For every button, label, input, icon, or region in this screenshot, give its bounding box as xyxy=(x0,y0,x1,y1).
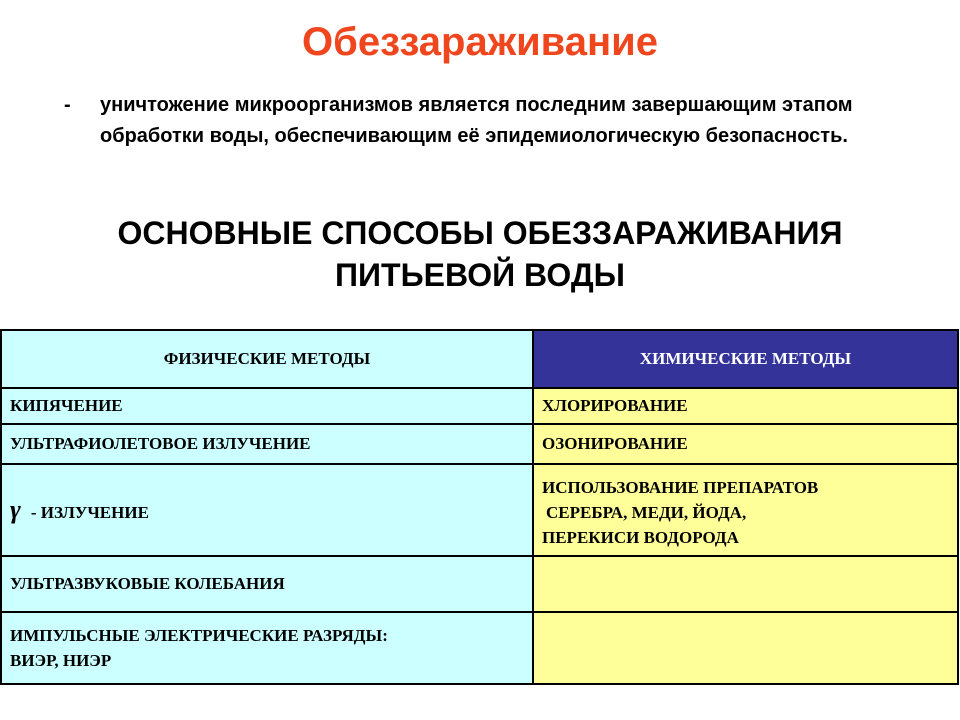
slide-title: Обеззараживание xyxy=(302,20,658,64)
chemical-cell xyxy=(533,612,958,684)
intro-paragraph xyxy=(64,90,904,152)
table-header-row xyxy=(1,330,958,388)
methods-table xyxy=(0,329,959,685)
table-row xyxy=(1,424,958,464)
section-heading-line-2: ПИТЬЕВОЙ ВОДЫ xyxy=(335,257,625,293)
physical-cell: КИПЯЧЕНИЕ xyxy=(1,388,533,424)
section-heading-line-1: ОСНОВНЫЕ СПОСОБЫ ОБЕЗЗАРАЖИВАНИЯ xyxy=(117,215,843,251)
table-row xyxy=(1,464,958,556)
gamma-symbol: γ xyxy=(10,495,21,524)
physical-cell xyxy=(1,612,533,684)
chemical-cell xyxy=(533,464,958,556)
intro-text: уничтожение микроорганизмов является последним завершающим этапом обработки воды, обеспечивающим её эпидемиологическую безопасность. xyxy=(100,94,853,147)
bullet-dash: - xyxy=(64,94,71,116)
physical-cell-text: - ИЗЛУЧЕНИЕ xyxy=(30,503,149,522)
physical-cell-line: ИМПУЛЬСНЫЕ ЭЛЕКТРИЧЕСКИЕ РАЗРЯДЫ: xyxy=(10,626,388,645)
header-chemical-methods: ХИМИЧЕСКИЕ МЕТОДЫ xyxy=(533,330,958,388)
physical-cell xyxy=(1,464,533,556)
physical-cell: УЛЬТРАФИОЛЕТОВОЕ ИЗЛУЧЕНИЕ xyxy=(1,424,533,464)
table-row xyxy=(1,612,958,684)
chemical-cell: ОЗОНИРОВАНИЕ xyxy=(533,424,958,464)
chemical-cell-line: СЕРЕБРА, МЕДИ, ЙОДА, xyxy=(546,503,747,522)
chemical-cell: ХЛОРИРОВАНИЕ xyxy=(533,388,958,424)
chemical-cell-line: ИСПОЛЬЗОВАНИЕ ПРЕПАРАТОВ xyxy=(542,478,819,497)
table-row xyxy=(1,556,958,612)
chemical-cell-line: ПЕРЕКИСИ ВОДОРОДА xyxy=(542,528,739,547)
header-physical-methods: ФИЗИЧЕСКИЕ МЕТОДЫ xyxy=(1,330,533,388)
physical-cell-line: ВИЭР, НИЭР xyxy=(10,651,112,670)
table-row xyxy=(1,388,958,424)
physical-cell: УЛЬТРАЗВУКОВЫЕ КОЛЕБАНИЯ xyxy=(1,556,533,612)
section-heading xyxy=(0,212,960,296)
chemical-cell xyxy=(533,556,958,612)
